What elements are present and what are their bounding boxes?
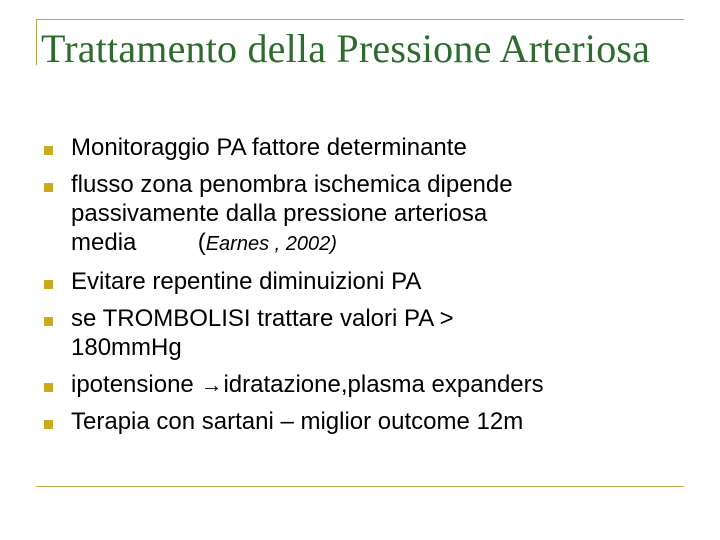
bullet-item-flusso [44,170,684,259]
bullet-square-icon [44,420,53,429]
bullet-text-line-2: 180mmHg [71,334,182,361]
citation-open-paren: ( [197,229,206,256]
bullet-text-prefix: ipotensione [71,371,201,398]
bullet-text: Monitoraggio PA fattore determinante [71,134,467,161]
bullet-square-icon [44,183,53,192]
bullet-text-suffix: idratazione,plasma expanders [223,371,544,398]
bullet-text-line-1: se TROMBOLISI trattare valori PA > [71,305,454,332]
bullet-list [44,133,684,444]
bullet-square-icon [44,146,53,155]
bullet-item-trombolisi [44,304,684,362]
bullet-square-icon [44,383,53,392]
bullet-item-evitare [44,267,684,296]
bullet-item-monitoraggio [44,133,684,162]
bullet-text-line-3: media [71,229,137,256]
bullet-text: Terapia con sartani – miglior outcome 12m [71,408,524,435]
arrow-right-icon: → [200,372,223,397]
bullet-item-terapia [44,407,684,436]
bullet-text-line-1: flusso zona penombra ischemica dipende [71,171,513,198]
bullet-square-icon [44,280,53,289]
title-frame-left-line [36,19,37,65]
title-frame-top-line [36,19,684,20]
slide-title: Trattamento della Pressione Arteriosa [41,26,651,71]
bullet-text-line-2: passivamente dalla pressione arteriosa [71,200,488,227]
bullet-square-icon [44,317,53,326]
bullet-item-ipotensione [44,370,684,399]
citation: Earnes , 2002) [205,233,337,255]
bullet-text: Evitare repentine diminuizioni PA [71,268,422,295]
bottom-accent-line [36,486,684,487]
